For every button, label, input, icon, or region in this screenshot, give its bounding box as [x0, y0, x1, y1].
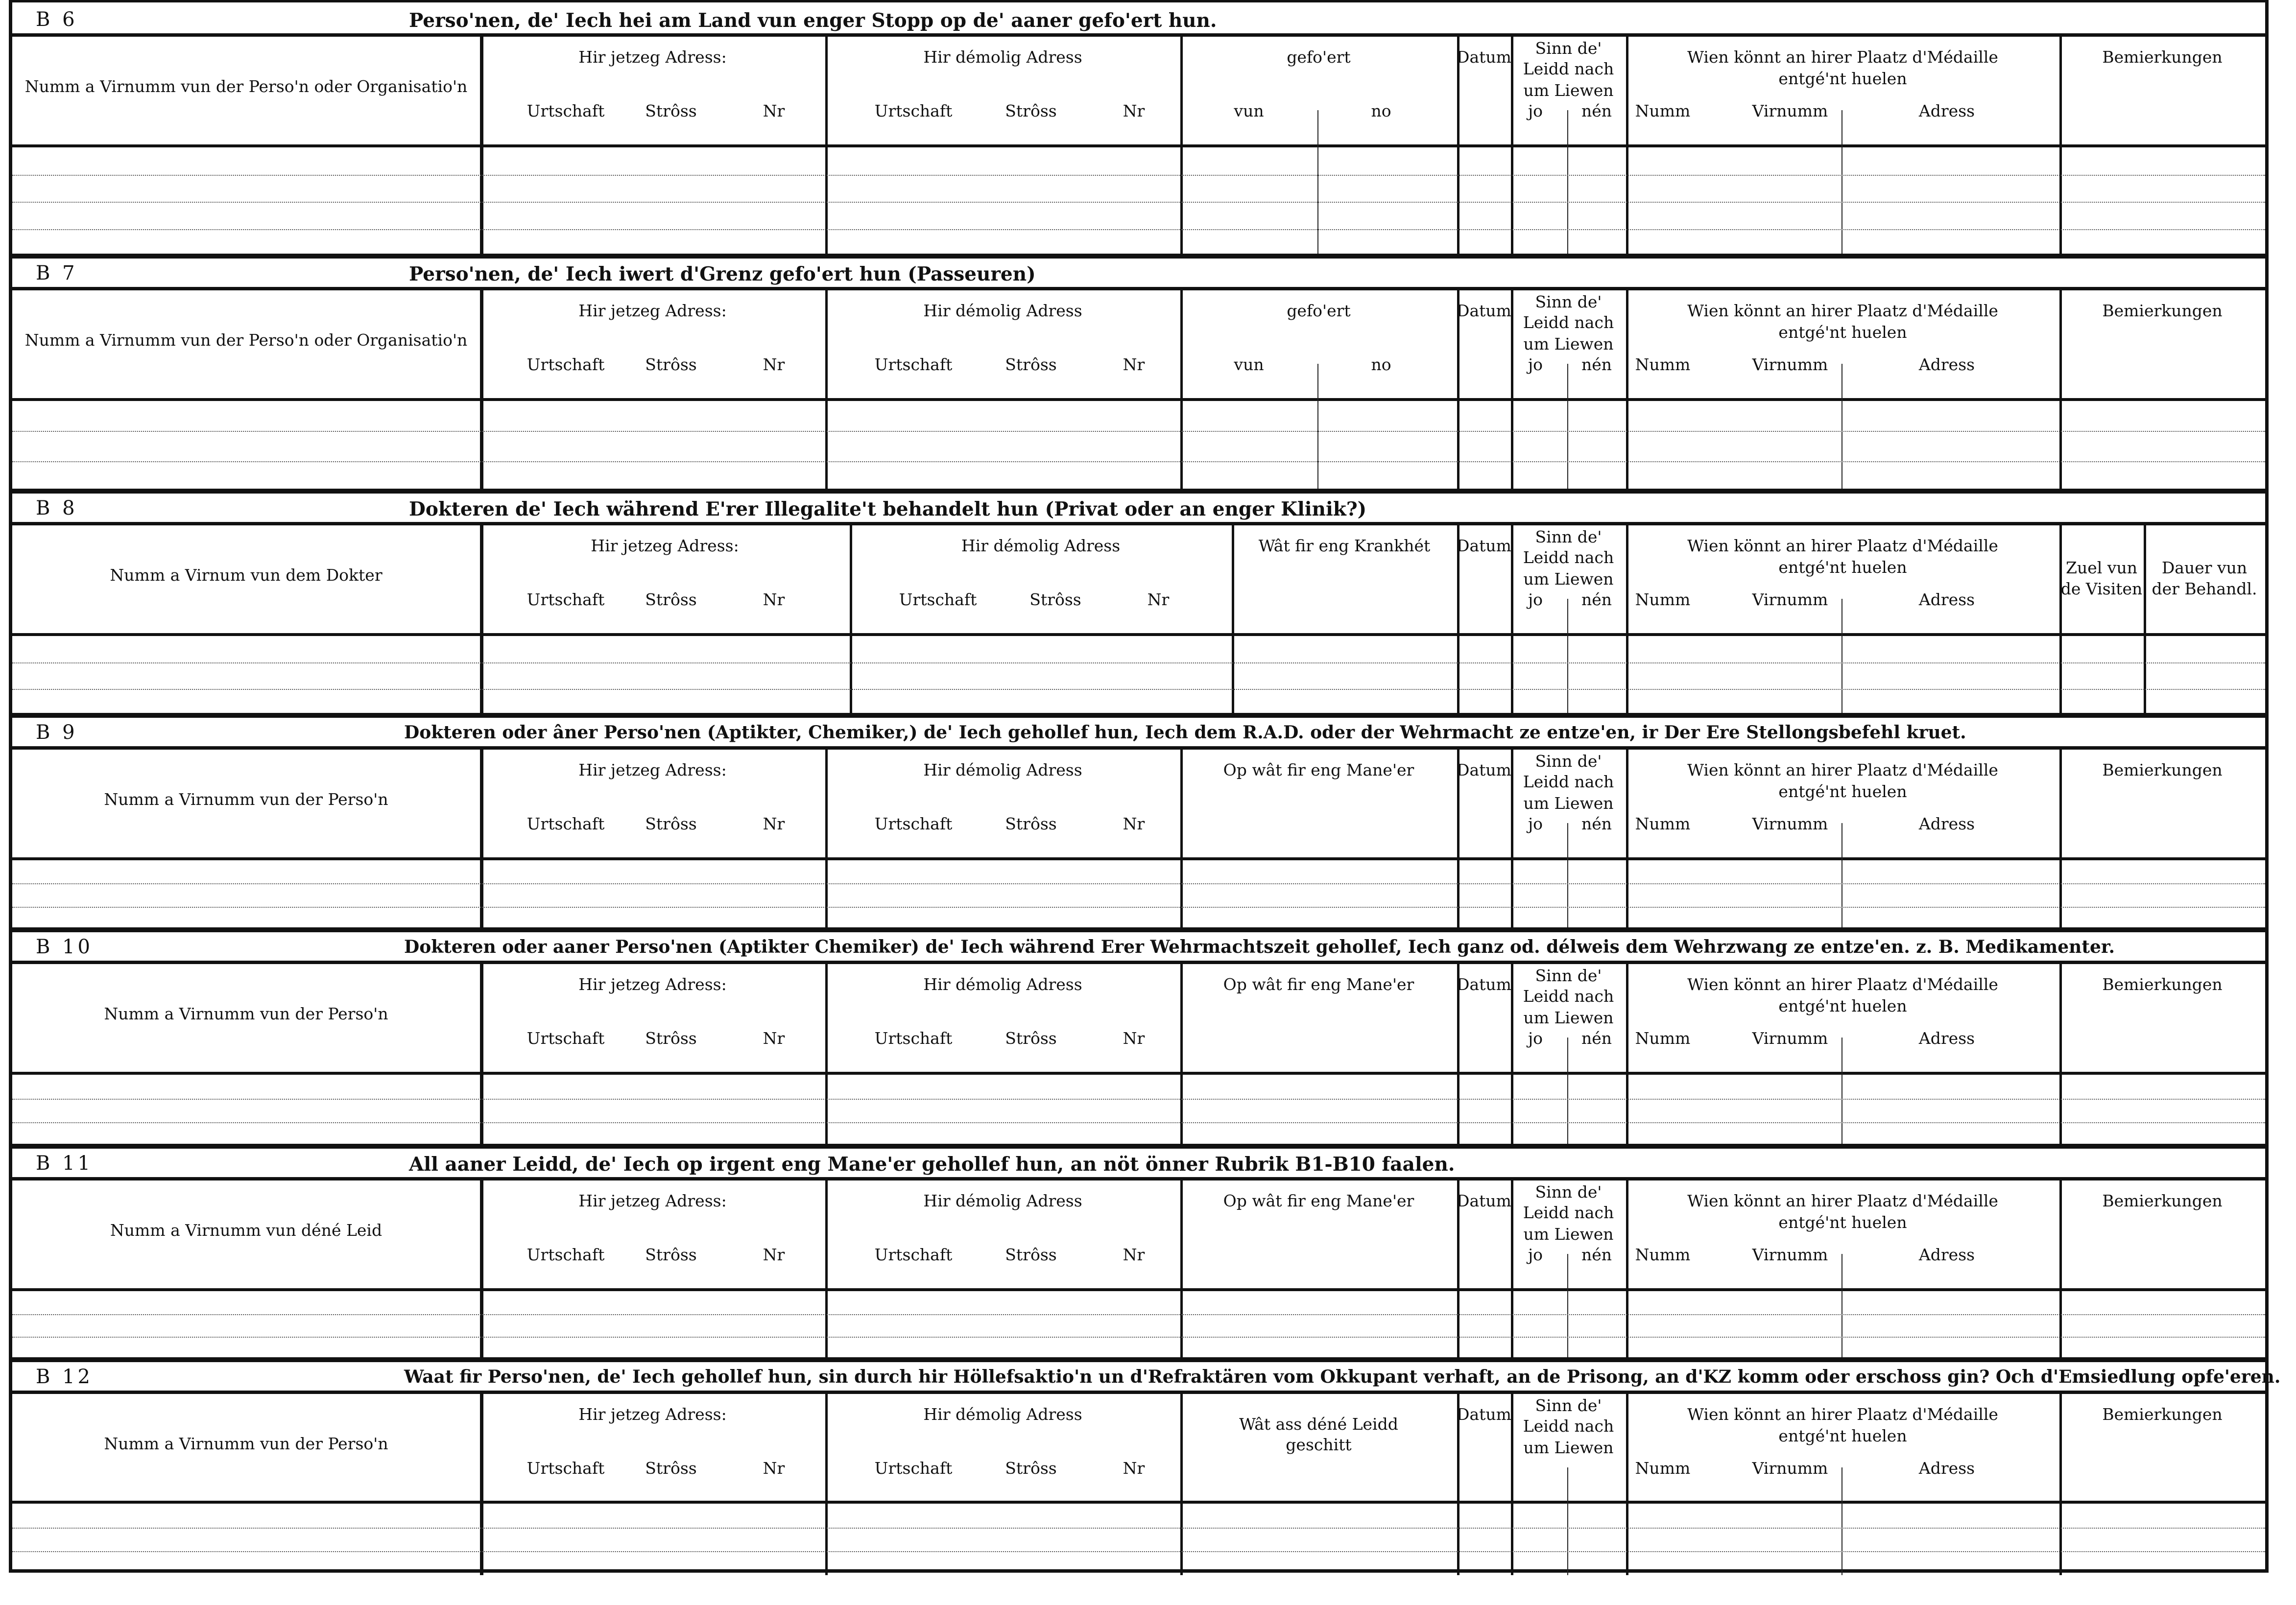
died-header-3: um Liewen — [1523, 1008, 1614, 1027]
yes-subheader: jo — [1528, 1245, 1543, 1264]
no-subheader: nén — [1581, 590, 1612, 609]
section-title: Waat fir Perso'nen, de' Iech gehollef hun, sin durch hir Höllefsaktio'n un d'Refraktären vom Okkupant verhaft, an de Prisong, an d'KZ komm oder erschoss gin? Och d'Emsiedlung opfe'eren. — [404, 1367, 2281, 1387]
surname-subheader: Numm — [1635, 355, 1691, 374]
died-header-3: um Liewen — [1523, 81, 1614, 100]
section-b10 — [12, 930, 2265, 1146]
fill-in-line[interactable] — [12, 1122, 2265, 1123]
name-column-header: Numm a Virnumm vun der Perso'n — [104, 790, 388, 809]
section-header — [12, 1360, 2281, 1394]
surname-subheader: Numm — [1635, 101, 1691, 120]
died-header-1: Sinn de' — [1535, 966, 1602, 985]
former-address-header: Hir démolig Adress — [923, 760, 1082, 779]
died-header-1: Sinn de' — [1535, 752, 1602, 771]
section-b8 — [12, 491, 2265, 715]
section-id: B 10 — [36, 936, 94, 958]
column-rule — [1180, 37, 1183, 256]
fill-in-line[interactable] — [12, 1551, 2265, 1552]
firstname-subheader: Virnumm — [1752, 1245, 1828, 1264]
number-subheader: Nr — [763, 355, 785, 374]
section-id: B 6 — [36, 8, 78, 31]
firstname-subheader: Virnumm — [1752, 355, 1828, 374]
column-rule — [1180, 1180, 1183, 1360]
number-subheader: Nr — [763, 814, 785, 833]
method-header: Op wât fir eng Mane'er — [1223, 760, 1414, 779]
town-subheader: Urtschaft — [874, 1029, 953, 1048]
column-rule — [1626, 1394, 1628, 1575]
column-rule — [2144, 525, 2146, 715]
town-subheader: Urtschaft — [874, 355, 953, 374]
what-happened-header: Wât ass déné Leidd — [1239, 1415, 1398, 1434]
died-header-3: um Liewen — [1523, 334, 1614, 354]
former-address-header: Hir démolig Adress — [923, 975, 1082, 994]
died-header-2: Leidd nach — [1523, 987, 1614, 1006]
number-subheader: Nr — [763, 1459, 785, 1478]
to-subheader: no — [1371, 101, 1391, 120]
column-rule — [1626, 525, 1628, 715]
column-rule — [1626, 1180, 1628, 1360]
remarks-header: Bemierkungen — [2102, 975, 2223, 994]
section-header — [12, 491, 2265, 525]
name-column-header: Numm a Virnumm vun déné Leid — [110, 1221, 383, 1240]
number-subheader: Nr — [763, 101, 785, 120]
fill-in-line[interactable] — [12, 1337, 2265, 1338]
fill-in-line[interactable] — [12, 662, 2265, 663]
number-subheader: Nr — [1147, 590, 1170, 609]
section-b6 — [12, 2, 2265, 256]
died-header-2: Leidd nach — [1523, 313, 1614, 332]
number-subheader: Nr — [1123, 1459, 1145, 1478]
number-subheader: Nr — [763, 1245, 785, 1264]
former-address-header: Hir démolig Adress — [961, 536, 1121, 555]
medal-recipient-header-2: entgé'nt huelen — [1778, 1213, 1907, 1232]
address-subheader: Adress — [1918, 1459, 1975, 1478]
street-subheader: Strôss — [1005, 1245, 1057, 1264]
column-rule — [2059, 1394, 2062, 1575]
street-subheader: Strôss — [645, 1459, 697, 1478]
section-b7 — [12, 256, 2265, 491]
died-header-2: Leidd nach — [1523, 59, 1614, 78]
yes-subheader: jo — [1528, 1029, 1543, 1048]
number-subheader: Nr — [763, 1029, 785, 1048]
column-rule — [1180, 750, 1183, 930]
town-subheader: Urtschaft — [899, 590, 977, 609]
column-rule — [825, 37, 828, 256]
address-subheader: Adress — [1918, 1029, 1975, 1048]
name-column-header: Numm a Virnumm vun der Perso'n oder Organisatio'n — [24, 330, 468, 350]
surname-subheader: Numm — [1635, 1029, 1691, 1048]
died-header-2: Leidd nach — [1523, 1203, 1614, 1222]
duration-header-2: der Behandl. — [2152, 579, 2257, 598]
fill-in-line[interactable] — [12, 229, 2265, 230]
what-happened-header-2: geschitt — [1286, 1435, 1352, 1454]
remarks-header: Bemierkungen — [2102, 1405, 2223, 1424]
column-rule — [1626, 964, 1628, 1146]
date-header: Datum — [1457, 1405, 1511, 1424]
medal-recipient-header-1: Wien könnt an hirer Plaatz d'Médaille — [1687, 1405, 1998, 1424]
town-subheader: Urtschaft — [526, 1245, 605, 1264]
street-subheader: Strôss — [645, 590, 697, 609]
transport-header: gefo'ert — [1287, 301, 1351, 320]
number-subheader: Nr — [1123, 101, 1145, 120]
died-header-1: Sinn de' — [1535, 1396, 1602, 1415]
section-title: Dokteren de' Iech während E'rer Illegalite't behandelt hun (Privat oder an enger Klinik?) — [409, 498, 1367, 520]
fill-in-line[interactable] — [12, 175, 2265, 176]
died-header-3: um Liewen — [1523, 1438, 1614, 1457]
column-rule — [850, 525, 852, 715]
medal-recipient-header-2: entgé'nt huelen — [1778, 782, 1907, 801]
died-header-3: um Liewen — [1523, 794, 1614, 813]
column-rule — [1626, 750, 1628, 930]
current-address-header: Hir jetzeg Adress: — [591, 536, 739, 555]
fill-in-line[interactable] — [12, 907, 2265, 908]
section-id: B 12 — [36, 1366, 94, 1388]
surname-subheader: Numm — [1635, 1459, 1691, 1478]
address-subheader: Adress — [1918, 355, 1975, 374]
street-subheader: Strôss — [645, 1029, 697, 1048]
number-subheader: Nr — [763, 590, 785, 609]
name-column-header: Numm a Virnumm vun der Perso'n — [104, 1434, 388, 1453]
former-address-header: Hir démolig Adress — [923, 47, 1082, 67]
column-rule — [480, 37, 483, 256]
address-subheader: Adress — [1918, 1245, 1975, 1264]
no-subheader: nén — [1581, 101, 1612, 120]
surname-subheader: Numm — [1635, 814, 1691, 833]
current-address-header: Hir jetzeg Adress: — [578, 760, 727, 779]
town-subheader: Urtschaft — [526, 1459, 605, 1478]
town-subheader: Urtschaft — [874, 814, 953, 833]
former-address-header: Hir démolig Adress — [923, 301, 1082, 320]
medal-recipient-header-1: Wien könnt an hirer Plaatz d'Médaille — [1687, 301, 1998, 320]
column-rule — [825, 964, 828, 1146]
column-rule — [480, 1394, 483, 1575]
firstname-subheader: Virnumm — [1752, 1459, 1828, 1478]
firstname-subheader: Virnumm — [1752, 590, 1828, 609]
column-rule — [1511, 37, 1513, 256]
medal-recipient-header-2: entgé'nt huelen — [1778, 69, 1907, 88]
former-address-header: Hir démolig Adress — [923, 1405, 1082, 1424]
section-id: B 9 — [36, 721, 78, 744]
column-rule — [480, 750, 483, 930]
column-rule — [2059, 964, 2062, 1146]
medal-recipient-header-2: entgé'nt huelen — [1778, 1426, 1907, 1445]
fill-in-line[interactable] — [12, 461, 2265, 462]
fill-in-line[interactable] — [12, 1099, 2265, 1100]
street-subheader: Strôss — [645, 355, 697, 374]
column-rule — [480, 1180, 483, 1360]
section-title: Dokteren oder aaner Perso'nen (Aptikter Chemiker) de' Iech während Erer Wehrmachtszeit gehollef, Iech ganz od. délweis dem Wehrzwang ze entze'en. z. B. Medikamenter. — [404, 937, 2115, 957]
column-rule — [1180, 964, 1183, 1146]
street-subheader: Strôss — [1005, 1029, 1057, 1048]
current-address-header: Hir jetzeg Adress: — [578, 1191, 727, 1210]
address-subheader: Adress — [1918, 590, 1975, 609]
column-rule — [480, 964, 483, 1146]
town-subheader: Urtschaft — [526, 590, 605, 609]
medal-recipient-header-1: Wien könnt an hirer Plaatz d'Médaille — [1687, 536, 1998, 555]
fill-in-line[interactable] — [12, 883, 2265, 884]
method-header: Op wât fir eng Mane'er — [1223, 975, 1414, 994]
fill-in-line[interactable] — [12, 1314, 2265, 1315]
visits-header-1: Zuel vun — [2066, 558, 2137, 577]
yes-subheader: jo — [1528, 101, 1543, 120]
column-rule — [1180, 1394, 1183, 1575]
died-header-1: Sinn de' — [1535, 1182, 1602, 1202]
visits-header-2: de Visiten — [2060, 579, 2143, 598]
transport-header: gefo'ert — [1287, 47, 1351, 67]
form-sheet — [9, 0, 2281, 1573]
column-rule — [1457, 37, 1459, 256]
column-rule — [2059, 525, 2062, 715]
medal-recipient-header-2: entgé'nt huelen — [1778, 558, 1907, 577]
remarks-header: Bemierkungen — [2102, 301, 2223, 320]
name-column-header: Numm a Virnumm vun der Perso'n — [104, 1004, 388, 1023]
died-header-3: um Liewen — [1523, 1225, 1614, 1244]
died-header-2: Leidd nach — [1523, 1416, 1614, 1436]
column-rule — [2059, 750, 2062, 930]
column-rule — [1232, 525, 1234, 715]
fill-in-line[interactable] — [12, 1528, 2265, 1529]
town-subheader: Urtschaft — [874, 101, 953, 120]
section-header — [12, 2, 2265, 37]
surname-subheader: Numm — [1635, 590, 1691, 609]
medal-recipient-header-2: entgé'nt huelen — [1778, 323, 1907, 342]
street-subheader: Strôss — [1005, 814, 1057, 833]
method-header: Wât fir eng Krankhét — [1258, 536, 1431, 555]
date-header: Datum — [1457, 975, 1511, 994]
firstname-subheader: Virnumm — [1752, 101, 1828, 120]
column-rule — [480, 525, 483, 715]
date-header: Datum — [1457, 536, 1511, 555]
address-subheader: Adress — [1918, 101, 1975, 120]
current-address-header: Hir jetzeg Adress: — [578, 47, 727, 67]
surname-subheader: Numm — [1635, 1245, 1691, 1264]
medal-recipient-header-1: Wien könnt an hirer Plaatz d'Médaille — [1687, 975, 1998, 994]
date-header: Datum — [1457, 301, 1511, 320]
section-b12 — [12, 1360, 2281, 1575]
name-column-header: Numm a Virnum vun dem Dokter — [110, 566, 383, 585]
died-header-2: Leidd nach — [1523, 548, 1614, 567]
medal-recipient-header-1: Wien könnt an hirer Plaatz d'Médaille — [1687, 760, 1998, 779]
town-subheader: Urtschaft — [526, 355, 605, 374]
yes-subheader: jo — [1528, 590, 1543, 609]
section-header — [12, 256, 2265, 290]
to-subheader: no — [1371, 355, 1391, 374]
no-subheader: nén — [1581, 814, 1612, 833]
column-rule — [825, 1394, 828, 1575]
town-subheader: Urtschaft — [526, 814, 605, 833]
medal-recipient-header-1: Wien könnt an hirer Plaatz d'Médaille — [1687, 47, 1998, 67]
number-subheader: Nr — [1123, 355, 1145, 374]
died-header-2: Leidd nach — [1523, 772, 1614, 791]
section-header — [12, 1146, 2265, 1180]
section-header — [12, 715, 2265, 750]
section-id: B 7 — [36, 262, 78, 284]
column-rule — [2059, 37, 2062, 256]
from-subheader: vun — [1234, 101, 1264, 120]
town-subheader: Urtschaft — [874, 1245, 953, 1264]
remarks-header: Bemierkungen — [2102, 47, 2223, 67]
firstname-subheader: Virnumm — [1752, 1029, 1828, 1048]
address-subheader: Adress — [1918, 814, 1975, 833]
section-id: B 8 — [36, 497, 78, 519]
died-header-1: Sinn de' — [1535, 527, 1602, 546]
yes-subheader: jo — [1528, 355, 1543, 374]
former-address-header: Hir démolig Adress — [923, 1191, 1082, 1210]
column-rule — [825, 1180, 828, 1360]
street-subheader: Strôss — [1005, 355, 1057, 374]
section-title: Dokteren oder âner Perso'nen (Aptikter, Chemiker,) de' Iech gehollef hun, Iech dem R.A.D. oder der Wehrmacht ze entze'en, ir Der Ere Stellongsbefehl kruet. — [404, 722, 1966, 743]
date-header: Datum — [1457, 47, 1511, 67]
number-subheader: Nr — [1123, 814, 1145, 833]
street-subheader: Strôss — [1029, 590, 1081, 609]
yes-subheader: jo — [1528, 814, 1543, 833]
column-rule — [1626, 37, 1628, 256]
section-title: Perso'nen, de' Iech iwert d'Grenz gefo'ert hun (Passeuren) — [409, 263, 1036, 285]
medal-recipient-header-1: Wien könnt an hirer Plaatz d'Médaille — [1687, 1191, 1998, 1210]
method-header: Op wât fir eng Mane'er — [1223, 1191, 1414, 1210]
current-address-header: Hir jetzeg Adress: — [578, 975, 727, 994]
street-subheader: Strôss — [645, 1245, 697, 1264]
column-rule — [825, 750, 828, 930]
fill-in-line[interactable] — [12, 689, 2265, 690]
town-subheader: Urtschaft — [874, 1459, 953, 1478]
firstname-subheader: Virnumm — [1752, 814, 1828, 833]
fill-in-line[interactable] — [12, 202, 2265, 203]
fill-in-line[interactable] — [12, 431, 2265, 432]
from-subheader: vun — [1234, 355, 1264, 374]
section-b9 — [12, 715, 2265, 930]
number-subheader: Nr — [1123, 1029, 1145, 1048]
remarks-header: Bemierkungen — [2102, 760, 2223, 779]
died-header-3: um Liewen — [1523, 569, 1614, 589]
column-rule — [2059, 1180, 2062, 1360]
no-subheader: nén — [1581, 355, 1612, 374]
died-header-1: Sinn de' — [1535, 292, 1602, 311]
date-header: Datum — [1457, 1191, 1511, 1210]
town-subheader: Urtschaft — [526, 1029, 605, 1048]
medal-recipient-header-2: entgé'nt huelen — [1778, 996, 1907, 1015]
section-title: Perso'nen, de' Iech hei am Land vun enger Stopp op de' aaner gefo'ert hun. — [409, 9, 1217, 32]
town-subheader: Urtschaft — [526, 101, 605, 120]
duration-header-1: Dauer vun — [2161, 558, 2248, 577]
street-subheader: Strôss — [1005, 1459, 1057, 1478]
number-subheader: Nr — [1123, 1245, 1145, 1264]
section-b11 — [12, 1146, 2265, 1360]
current-address-header: Hir jetzeg Adress: — [578, 1405, 727, 1424]
no-subheader: nén — [1581, 1029, 1612, 1048]
date-header: Datum — [1457, 760, 1511, 779]
street-subheader: Strôss — [645, 814, 697, 833]
name-column-header: Numm a Virnumm vun der Perso'n oder Organisatio'n — [24, 77, 468, 96]
section-title: All aaner Leidd, de' Iech op irgent eng Mane'er gehollef hun, an nöt önner Rubrik B1-B10 faalen. — [409, 1153, 1455, 1176]
section-id: B 11 — [36, 1152, 94, 1175]
died-header-1: Sinn de' — [1535, 39, 1602, 58]
street-subheader: Strôss — [645, 101, 697, 120]
section-header — [12, 930, 2265, 964]
current-address-header: Hir jetzeg Adress: — [578, 301, 727, 320]
remarks-header: Bemierkungen — [2102, 1191, 2223, 1210]
no-subheader: nén — [1581, 1245, 1612, 1264]
street-subheader: Strôss — [1005, 101, 1057, 120]
